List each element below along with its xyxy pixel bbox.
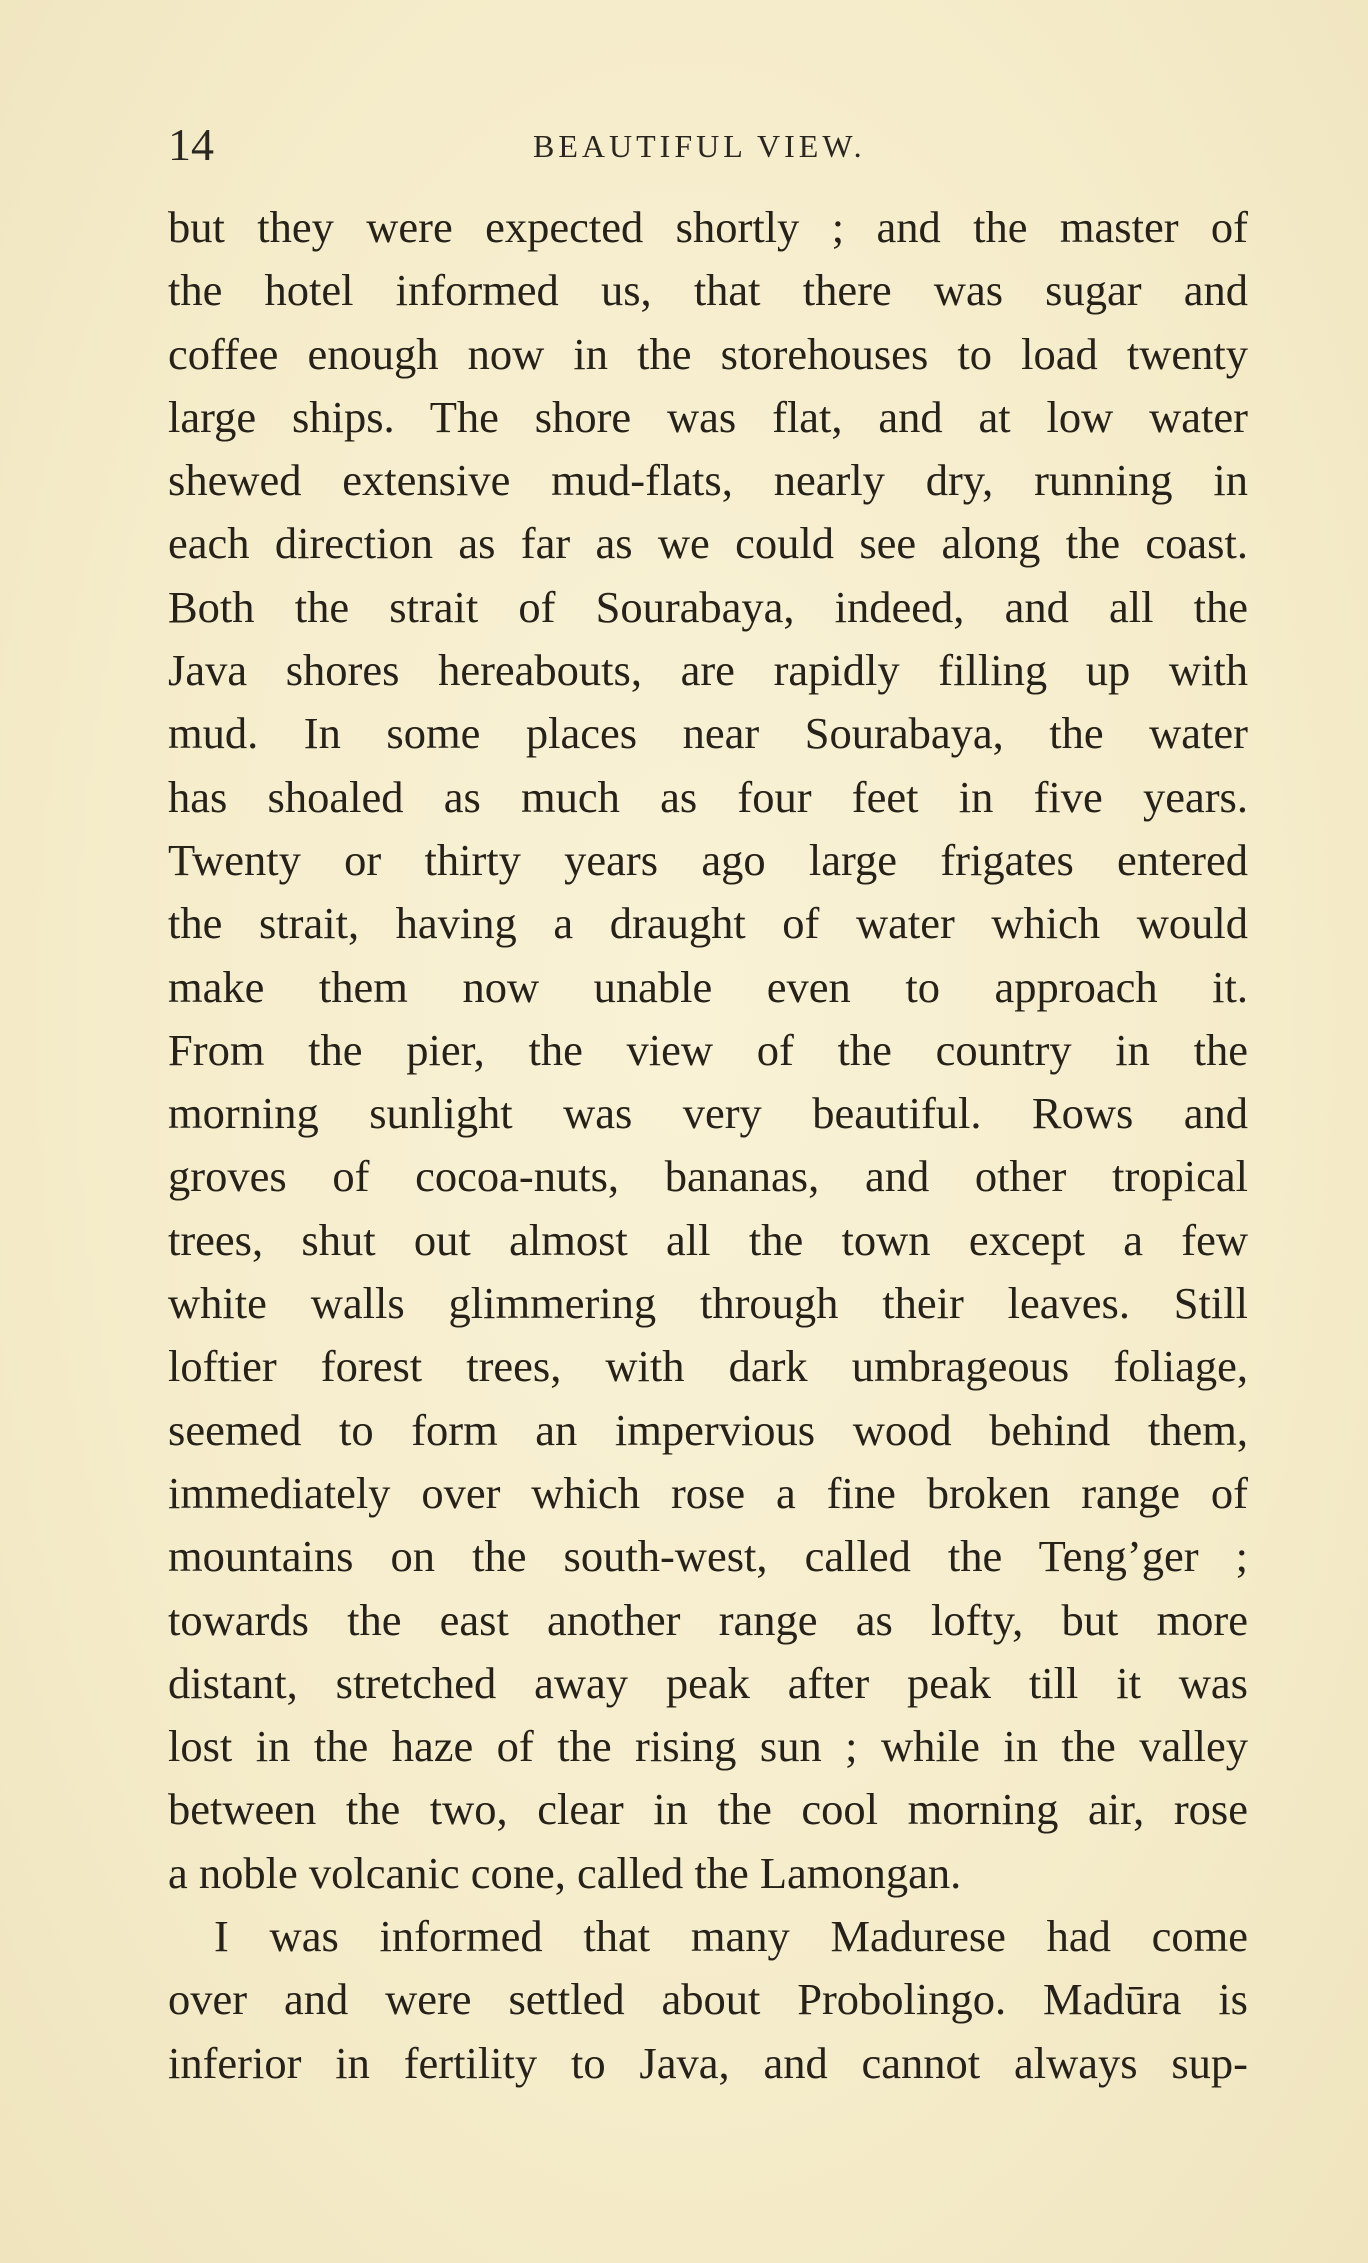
text-line: distant, stretched away peak after peak till it was [168,1657,1248,1708]
text-line: coffee enough now in the storehouses to load twenty [168,328,1248,379]
text-line: the strait, having a draught of water which would [168,898,1248,949]
text-line: Both the strait of Sourabaya, indeed, and all the [168,581,1248,632]
text-line: inferior in fertility to Java, and cannot always sup- [168,2037,1248,2088]
text-line: morning sunlight was very beautiful. Rows and [168,1088,1248,1139]
text-line: make them now unable even to approach it. [168,961,1248,1012]
text-line: over and were settled about Probolingo. Madūra is [168,1974,1248,2025]
text-line: large ships. The shore was flat, and at low water [168,391,1248,442]
text-line: immediately over which rose a fine broken range of [168,1467,1248,1518]
text-line: I was informed that many Madurese had come [214,1911,1248,1962]
text-line: a noble volcanic cone, called the Lamongan. [168,1847,962,1898]
text-line: Twenty or thirty years ago large frigates entered [168,834,1248,885]
text-line: white walls glimmering through their leaves. Still [168,1278,1248,1329]
page-number: 14 [168,119,214,170]
page-header [168,118,1248,178]
text-line: From the pier, the view of the country in the [168,1024,1248,1075]
text-line: mud. In some places near Sourabaya, the water [168,708,1248,759]
running-head: BEAUTIFUL VIEW. [533,128,866,164]
text-line: the hotel informed us, that there was sugar and [168,265,1248,316]
text-line: groves of cocoa-nuts, bananas, and other tropical [168,1151,1248,1202]
text-line: seemed to form an impervious wood behind them, [168,1404,1248,1455]
text-line: Java shores hereabouts, are rapidly filling up with [168,645,1248,696]
text-line: each direction as far as we could see along the coast. [168,518,1248,569]
paragraph-1 [168,196,1248,1905]
body-text [168,196,1248,2095]
paragraph-2 [168,1905,1248,2095]
text-line: has shoaled as much as four feet in five years. [168,771,1248,822]
text-line: lost in the haze of the rising sun ; while in the valley [168,1721,1248,1772]
text-line: mountains on the south-west, called the Teng’ger ; [168,1531,1248,1582]
text-line: trees, shut out almost all the town except a few [168,1214,1248,1265]
text-line: loftier forest trees, with dark umbrageous foliage, [168,1341,1248,1392]
text-line: towards the east another range as lofty, but more [168,1594,1248,1645]
text-line: but they were expected shortly ; and the master of [168,202,1248,252]
text-line: between the two, clear in the cool morning air, rose [168,1784,1248,1835]
text-line: shewed extensive mud-flats, nearly dry, running in [168,455,1248,506]
